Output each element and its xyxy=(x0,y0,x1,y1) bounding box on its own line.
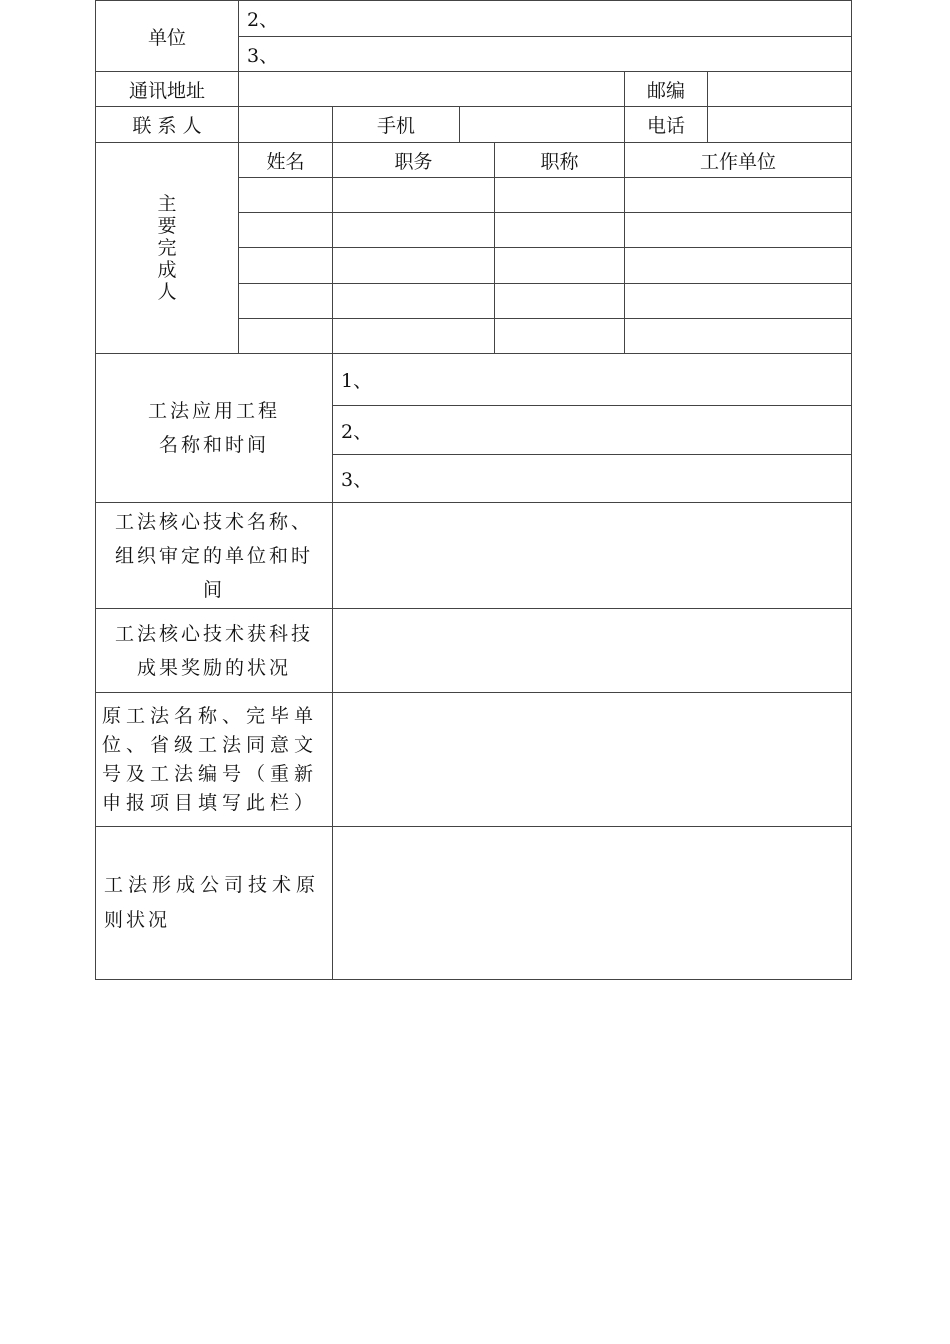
mobile-label: 手机 xyxy=(333,107,460,143)
team-cell-name[interactable] xyxy=(239,178,333,213)
application-line-3[interactable]: 3、 xyxy=(333,455,852,503)
address-field[interactable] xyxy=(239,72,625,107)
team-cell-name[interactable] xyxy=(239,284,333,319)
postcode-label: 邮编 xyxy=(625,72,708,107)
application-label xyxy=(96,354,333,503)
award-field[interactable] xyxy=(333,609,852,693)
team-cell-workplace[interactable] xyxy=(625,178,852,213)
unit-line-2[interactable]: 2、 xyxy=(239,1,852,37)
contact-field[interactable] xyxy=(239,107,333,143)
core-tech-label xyxy=(96,503,333,609)
original-label-line1: 原工法名称、完毕单 xyxy=(102,704,319,727)
award-label-line2: 成果奖励的状况 xyxy=(136,656,291,679)
team-label xyxy=(96,143,239,354)
team-cell-position[interactable] xyxy=(333,284,495,319)
team-label-char: 人 xyxy=(157,281,177,303)
team-cell-position[interactable] xyxy=(333,178,495,213)
original-label xyxy=(96,693,333,827)
original-label-line4: 申报项目填写此栏） xyxy=(102,791,319,814)
team-cell-position[interactable] xyxy=(333,248,495,284)
original-field[interactable] xyxy=(333,693,852,827)
core-tech-field[interactable] xyxy=(333,503,852,609)
principle-label xyxy=(96,827,333,980)
contact-label: 联 系 人 xyxy=(96,107,239,143)
application-form-table xyxy=(95,0,852,980)
unit-label: 单位 xyxy=(96,1,239,72)
team-header-workplace: 工作单位 xyxy=(625,143,852,178)
award-label xyxy=(96,609,333,693)
principle-label-line1: 工法形成公司技术原 xyxy=(104,874,321,896)
phone-label: 电话 xyxy=(625,107,708,143)
award-label-line1: 工法核心技术获科技 xyxy=(114,622,313,645)
principle-field[interactable] xyxy=(333,827,852,980)
team-label-char: 成 xyxy=(157,259,177,281)
team-label-char: 主 xyxy=(157,193,177,215)
team-cell-position[interactable] xyxy=(333,319,495,354)
team-header-name: 姓名 xyxy=(239,143,333,178)
application-label-line2: 名称和时间 xyxy=(158,434,269,456)
core-tech-label-line1: 工法核心技术名称、 xyxy=(114,510,313,533)
team-cell-title[interactable] xyxy=(495,178,625,213)
team-cell-title[interactable] xyxy=(495,319,625,354)
application-label-line1: 工法应用工程 xyxy=(147,400,280,422)
team-header-position: 职务 xyxy=(333,143,495,178)
original-label-line2: 位、省级工法同意文 xyxy=(102,733,319,756)
core-tech-label-line3: 间 xyxy=(202,578,225,601)
address-label: 通讯地址 xyxy=(96,72,239,107)
team-cell-title[interactable] xyxy=(495,213,625,248)
mobile-field[interactable] xyxy=(460,107,625,143)
team-cell-workplace[interactable] xyxy=(625,213,852,248)
team-label-char: 要 xyxy=(157,215,177,237)
core-tech-label-line2: 组织审定的单位和时 xyxy=(114,544,313,567)
original-label-line3: 号及工法编号（重新 xyxy=(102,762,319,785)
team-cell-workplace[interactable] xyxy=(625,284,852,319)
team-cell-workplace[interactable] xyxy=(625,248,852,284)
principle-label-line2: 则状况 xyxy=(104,909,171,931)
team-cell-title[interactable] xyxy=(495,248,625,284)
postcode-field[interactable] xyxy=(708,72,852,107)
team-cell-name[interactable] xyxy=(239,248,333,284)
team-cell-title[interactable] xyxy=(495,284,625,319)
unit-line-3[interactable]: 3、 xyxy=(239,37,852,72)
team-cell-name[interactable] xyxy=(239,319,333,354)
team-cell-position[interactable] xyxy=(333,213,495,248)
application-line-2[interactable]: 2、 xyxy=(333,406,852,455)
team-cell-name[interactable] xyxy=(239,213,333,248)
team-label-char: 完 xyxy=(157,237,177,259)
application-line-1[interactable]: 1、 xyxy=(333,354,852,406)
team-cell-workplace[interactable] xyxy=(625,319,852,354)
phone-field[interactable] xyxy=(708,107,852,143)
team-header-title: 职称 xyxy=(495,143,625,178)
